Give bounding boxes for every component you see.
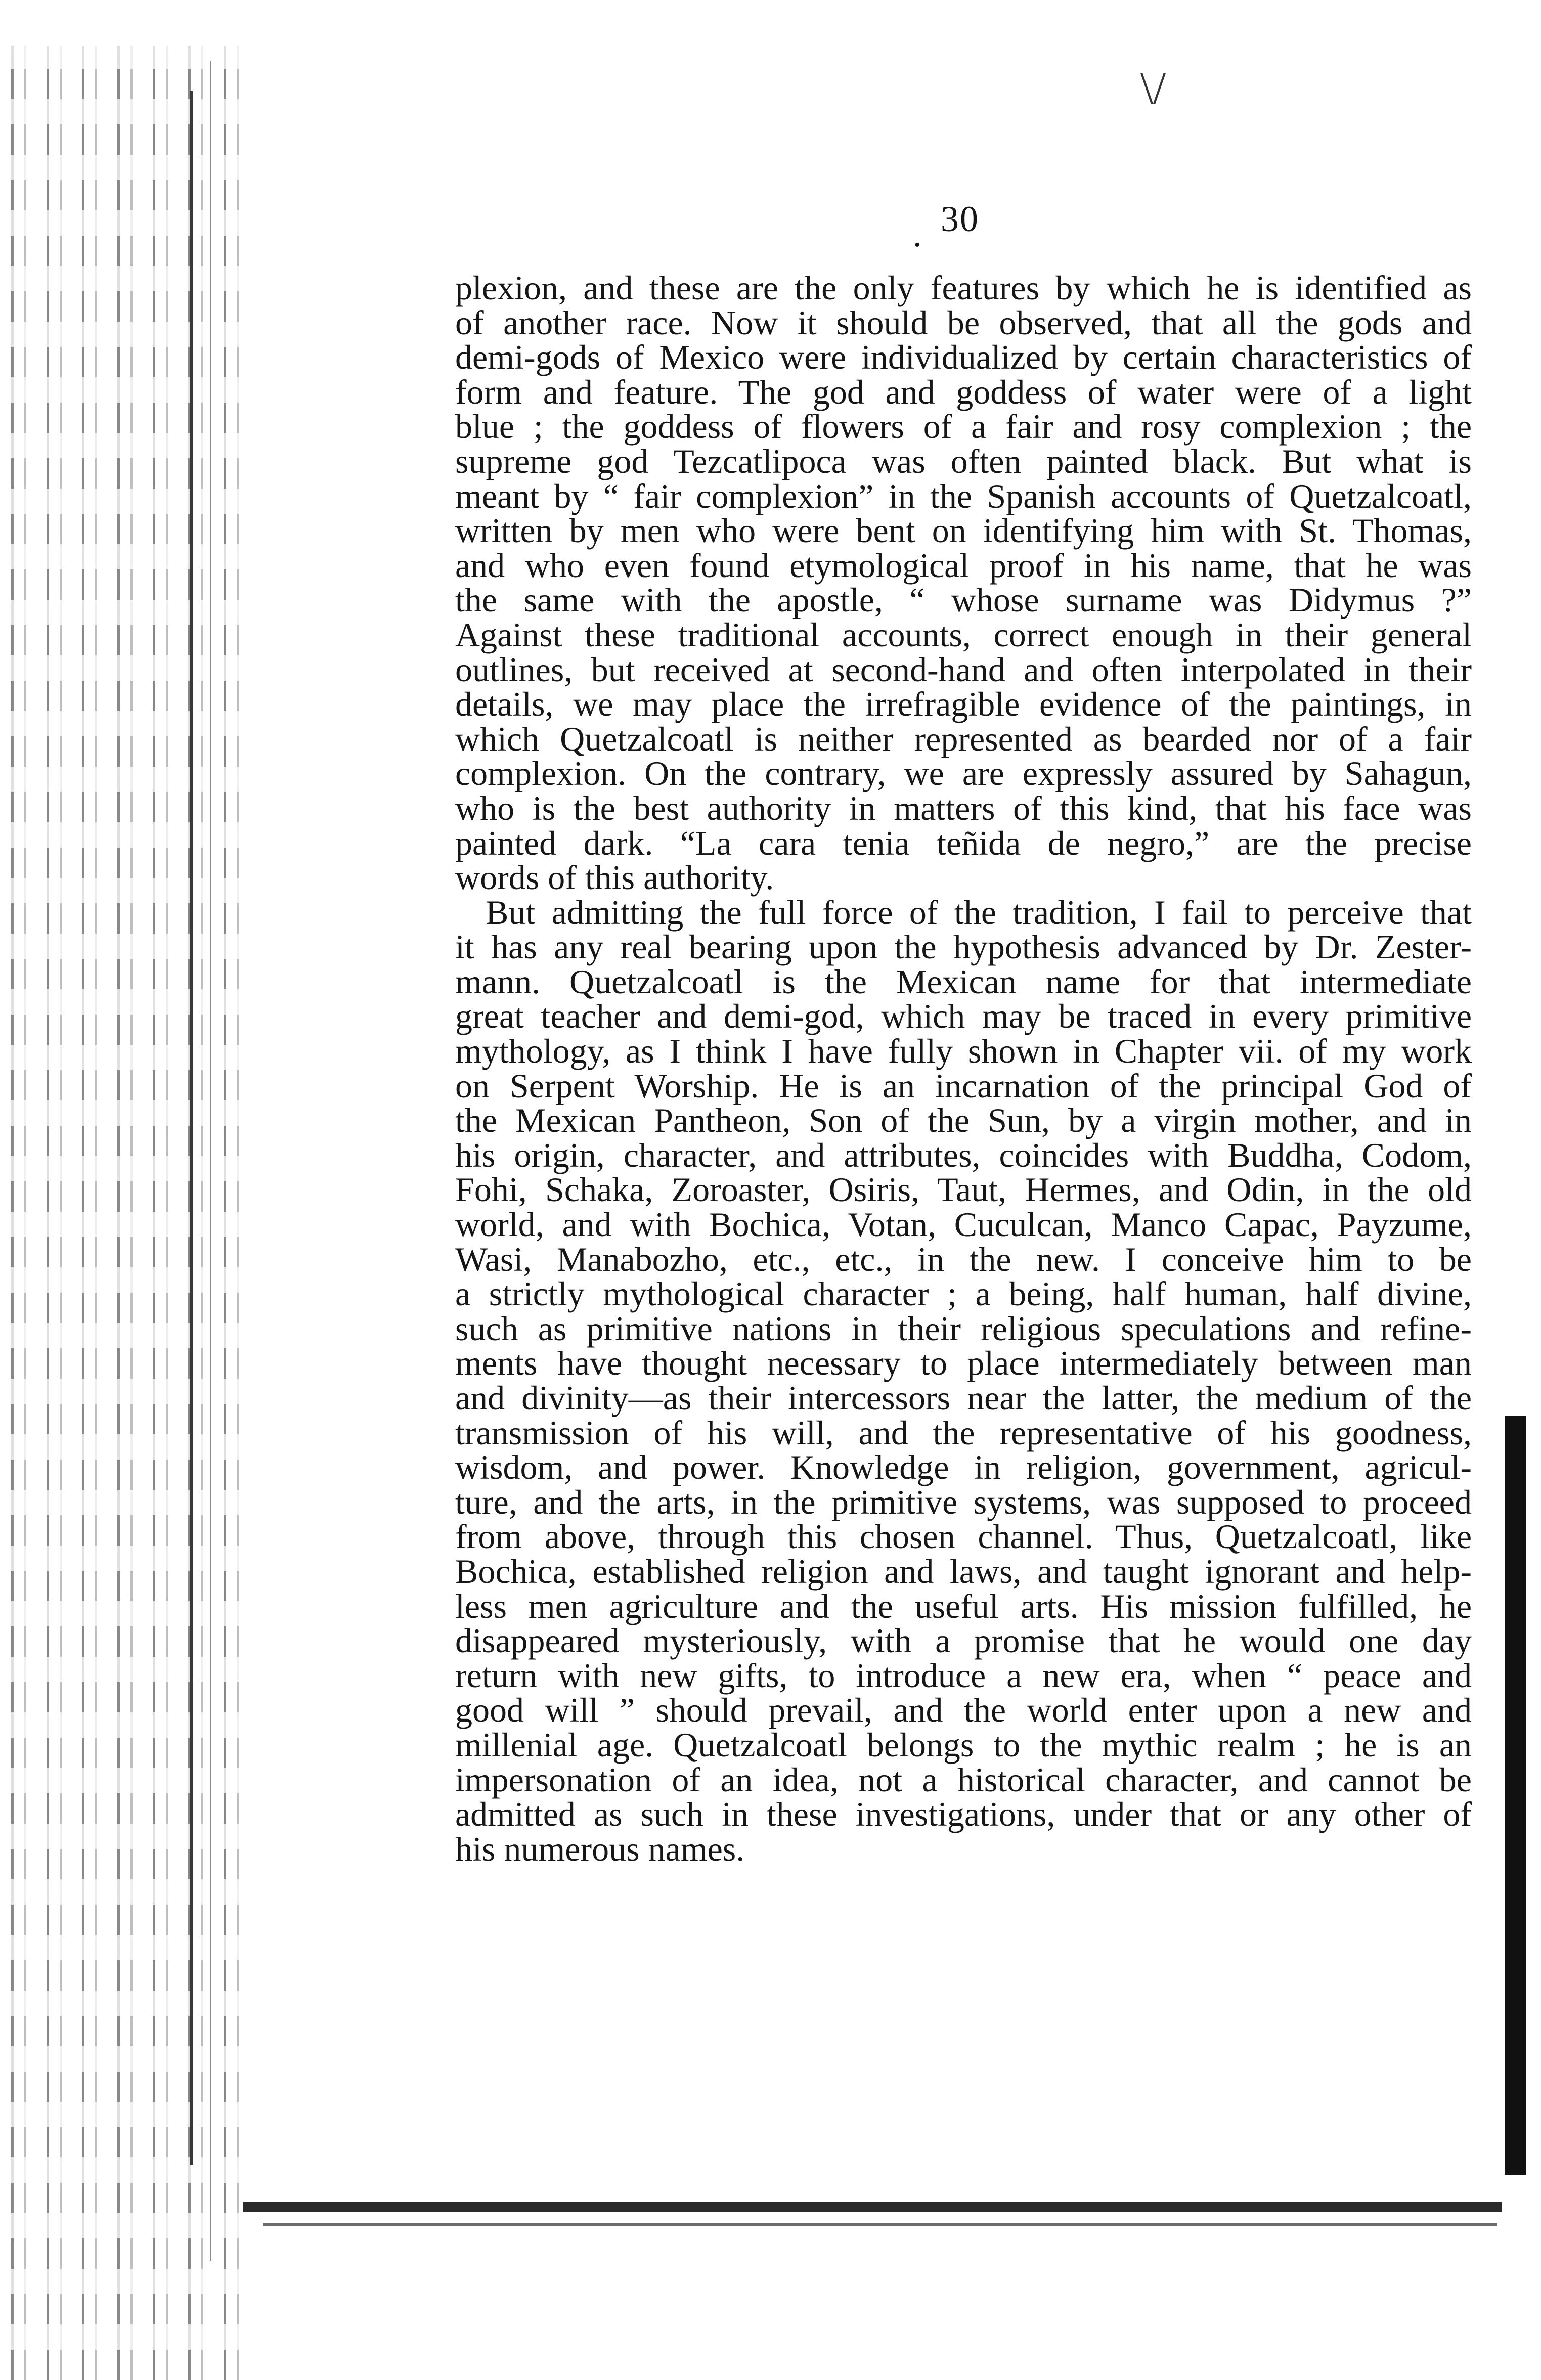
text-line: less men agriculture and the useful arts. His mission fulfilled, he — [455, 1586, 1472, 1625]
text-line: and who even found etymological proof in his name, that he was — [455, 546, 1472, 585]
text-line: disappeared mysteriously, with a promise that he would one day — [455, 1621, 1472, 1660]
text-line: details, we may place the irrefragible evidence of the paintings, in — [455, 685, 1472, 724]
text-line: which Quetzalcoatl is neither represented as bearded nor of a fair — [455, 719, 1472, 758]
text-line: impersonation of an idea, not a historical character, and cannot be — [455, 1760, 1472, 1799]
text-line: plexion, and these are the only features by which he is identified as — [455, 269, 1472, 307]
text-line: Against these traditional accounts, correct enough in their general — [455, 615, 1472, 654]
text-line: complexion. On the contrary, we are expressly assured by Sahagun, — [455, 754, 1472, 793]
book-spine-shadow — [190, 91, 193, 2165]
text-line: Fohi, Schaka, Zoroaster, Osiris, Taut, Hermes, and Odin, in the old — [455, 1170, 1472, 1209]
text-line: his numerous names. — [455, 1829, 745, 1868]
text-line: on Serpent Worship. He is an incarnation of the principal God of — [455, 1066, 1472, 1105]
text-line: millenial age. Quetzalcoatl belongs to the mythic realm ; he is an — [455, 1725, 1472, 1764]
text-line: his origin, character, and attributes, coincides with Buddha, Codom, — [455, 1135, 1472, 1174]
text-line: great teacher and demi-god, which may be traced in every primitive — [455, 997, 1472, 1036]
book-spine-edge — [210, 61, 211, 2261]
text-line: a strictly mythological character ; a being, half human, half divine, — [455, 1274, 1472, 1313]
text-line: ture, and the arts, in the primitive systems, was supposed to proceed — [455, 1482, 1472, 1521]
page-number-dot: . — [913, 215, 922, 254]
text-line: return with new gifts, to introduce a new era, when “ peace and — [455, 1656, 1472, 1695]
text-line: outlines, but received at second-hand and often interpolated in their — [455, 650, 1472, 689]
text-line: the same with the apostle, “ whose surname was Didymus ?” — [455, 581, 1472, 620]
text-line: mythology, as I think I have fully shown in Chapter vii. of my work — [455, 1032, 1472, 1071]
text-line: wisdom, and power. Knowledge in religion, government, agricul- — [455, 1448, 1472, 1487]
text-line: supreme god Tezcatlipoca was often painted black. But what is — [455, 442, 1472, 480]
text-line: But admitting the full force of the tradition, I fail to perceive that — [486, 893, 1472, 932]
text-line: Bochica, established religion and laws, and taught ignorant and help- — [455, 1552, 1472, 1591]
right-margin-scan-bar — [1505, 1416, 1526, 2175]
corner-pencil-mark: \/ — [1140, 63, 1166, 113]
text-line: ments have thought necessary to place intermediately between man — [455, 1344, 1472, 1383]
text-line: painted dark. “La cara tenia teñida de negro,” are the precise — [455, 823, 1472, 862]
text-line: from above, through this chosen channel. Thus, Quetzalcoatl, like — [455, 1517, 1472, 1556]
text-line: mann. Quetzalcoatl is the Mexican name for that intermediate — [455, 962, 1472, 1001]
page-number: 30 — [941, 199, 979, 239]
body-text — [455, 271, 1472, 1866]
paragraph-1 — [455, 271, 1472, 895]
text-line: blue ; the goddess of flowers of a fair and rosy complexion ; the — [455, 407, 1472, 446]
text-line: who is the best authority in matters of this kind, that his face was — [455, 788, 1472, 827]
text-line: and divinity—as their intercessors near the latter, the medium of the — [455, 1379, 1472, 1417]
text-line: transmission of his will, and the representative of his goodness, — [455, 1413, 1472, 1452]
text-line: world, and with Bochica, Votan, Cuculcan, Manco Capac, Payzume, — [455, 1205, 1472, 1244]
page-bottom-edge — [243, 2202, 1502, 2212]
text-line: written by men who were bent on identifying him with St. Thomas, — [455, 511, 1472, 550]
text-line: it has any real bearing upon the hypothesis advanced by Dr. Zester- — [455, 928, 1472, 966]
text-line: good will ” should prevail, and the world enter upon a new and — [455, 1691, 1472, 1730]
text-line: the Mexican Pantheon, Son of the Sun, by a virgin mother, and in — [455, 1101, 1472, 1140]
page-bottom-edge-shadow — [263, 2223, 1497, 2226]
text-line: meant by “ fair complexion” in the Spanish accounts of Quetzalcoatl, — [455, 476, 1472, 515]
text-line: demi-gods of Mexico were individualized by certain characteristics of — [455, 338, 1472, 377]
text-line: such as primitive nations in their religious speculations and refine- — [455, 1309, 1472, 1348]
text-line: form and feature. The god and goddess of water were of a light — [455, 372, 1472, 411]
paragraph-2 — [455, 895, 1472, 1867]
text-line: Wasi, Manabozho, etc., etc., in the new. I conceive him to be — [455, 1240, 1472, 1279]
text-line: admitted as such in these investigations, under that or any other of — [455, 1795, 1472, 1834]
text-line: of another race. Now it should be observed, that all the gods and — [455, 303, 1472, 342]
text-line: words of this authority. — [455, 858, 774, 897]
